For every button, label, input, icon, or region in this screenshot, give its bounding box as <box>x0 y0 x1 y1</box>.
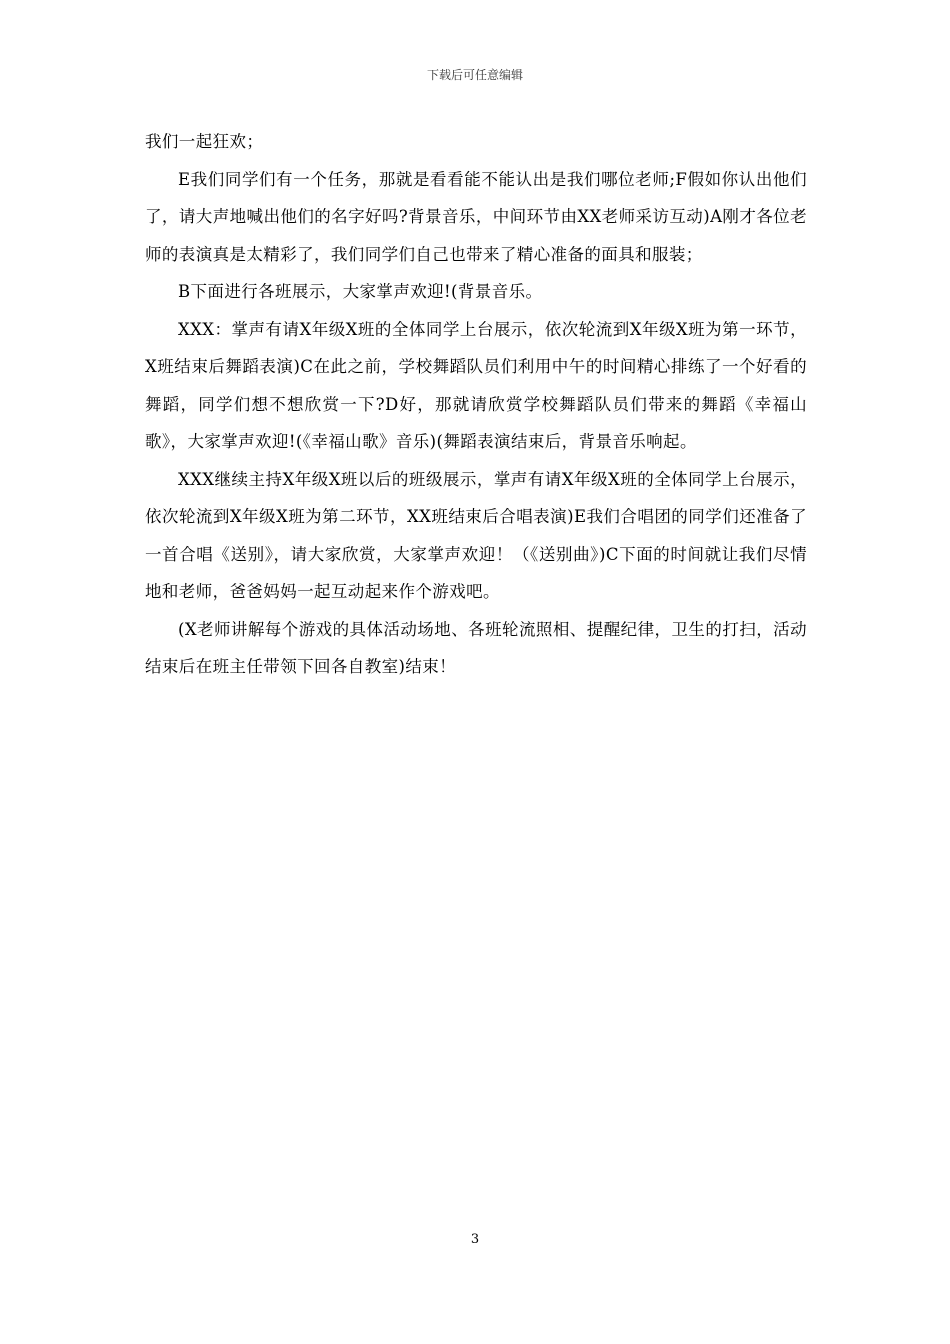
paragraph-4: XXX：掌声有请X年级X班的全体同学上台展示，依次轮流到X年级X班为第一环节，X班结束后舞蹈表演)C在此之前，学校舞蹈队员们利用中午的时间精心排练了一个好看的舞蹈，同学们想不想欣赏一下?D好，那就请欣赏学校舞蹈队员们带来的舞蹈《幸福山歌》，大家掌声欢迎!(《幸福山歌》音乐)(舞蹈表演结束后，背景音乐响起。 <box>145 319 807 451</box>
document-body <box>145 123 807 686</box>
paragraph-6: (X老师讲解每个游戏的具体活动场地、各班轮流照相、提醒纪律，卫生的打扫，活动结束后在班主任带领下回各自教室)结束！ <box>145 619 807 676</box>
paragraph-1: 我们一起狂欢； <box>145 132 264 151</box>
page-header: 下载后可任意编辑 <box>426 68 523 82</box>
paragraph-5: XXX继续主持X年级X班以后的班级展示，掌声有请X年级X班的全体同学上台展示，依次轮流到X年级X班为第二环节，XX班结束后合唱表演)E我们合唱团的同学们还准备了一首合唱《送别》，请大家欣赏，大家掌声欢迎！（《送别曲》)C下面的时间就让我们尽情地和老师，爸爸妈妈一起互动起来作个游戏吧。 <box>145 469 807 601</box>
paragraph-2: E我们同学们有一个任务，那就是看看能不能认出是我们哪位老师;F假如你认出他们了，请大声地喊出他们的名字好吗?背景音乐，中间环节由XX老师采访互动)A刚才各位老师的表演真是太精彩了，我们同学们自己也带来了精心准备的面具和服装； <box>145 169 807 264</box>
page-number: 3 <box>470 1232 480 1247</box>
paragraph-3: B下面进行各班展示，大家掌声欢迎!(背景音乐。 <box>178 282 543 301</box>
